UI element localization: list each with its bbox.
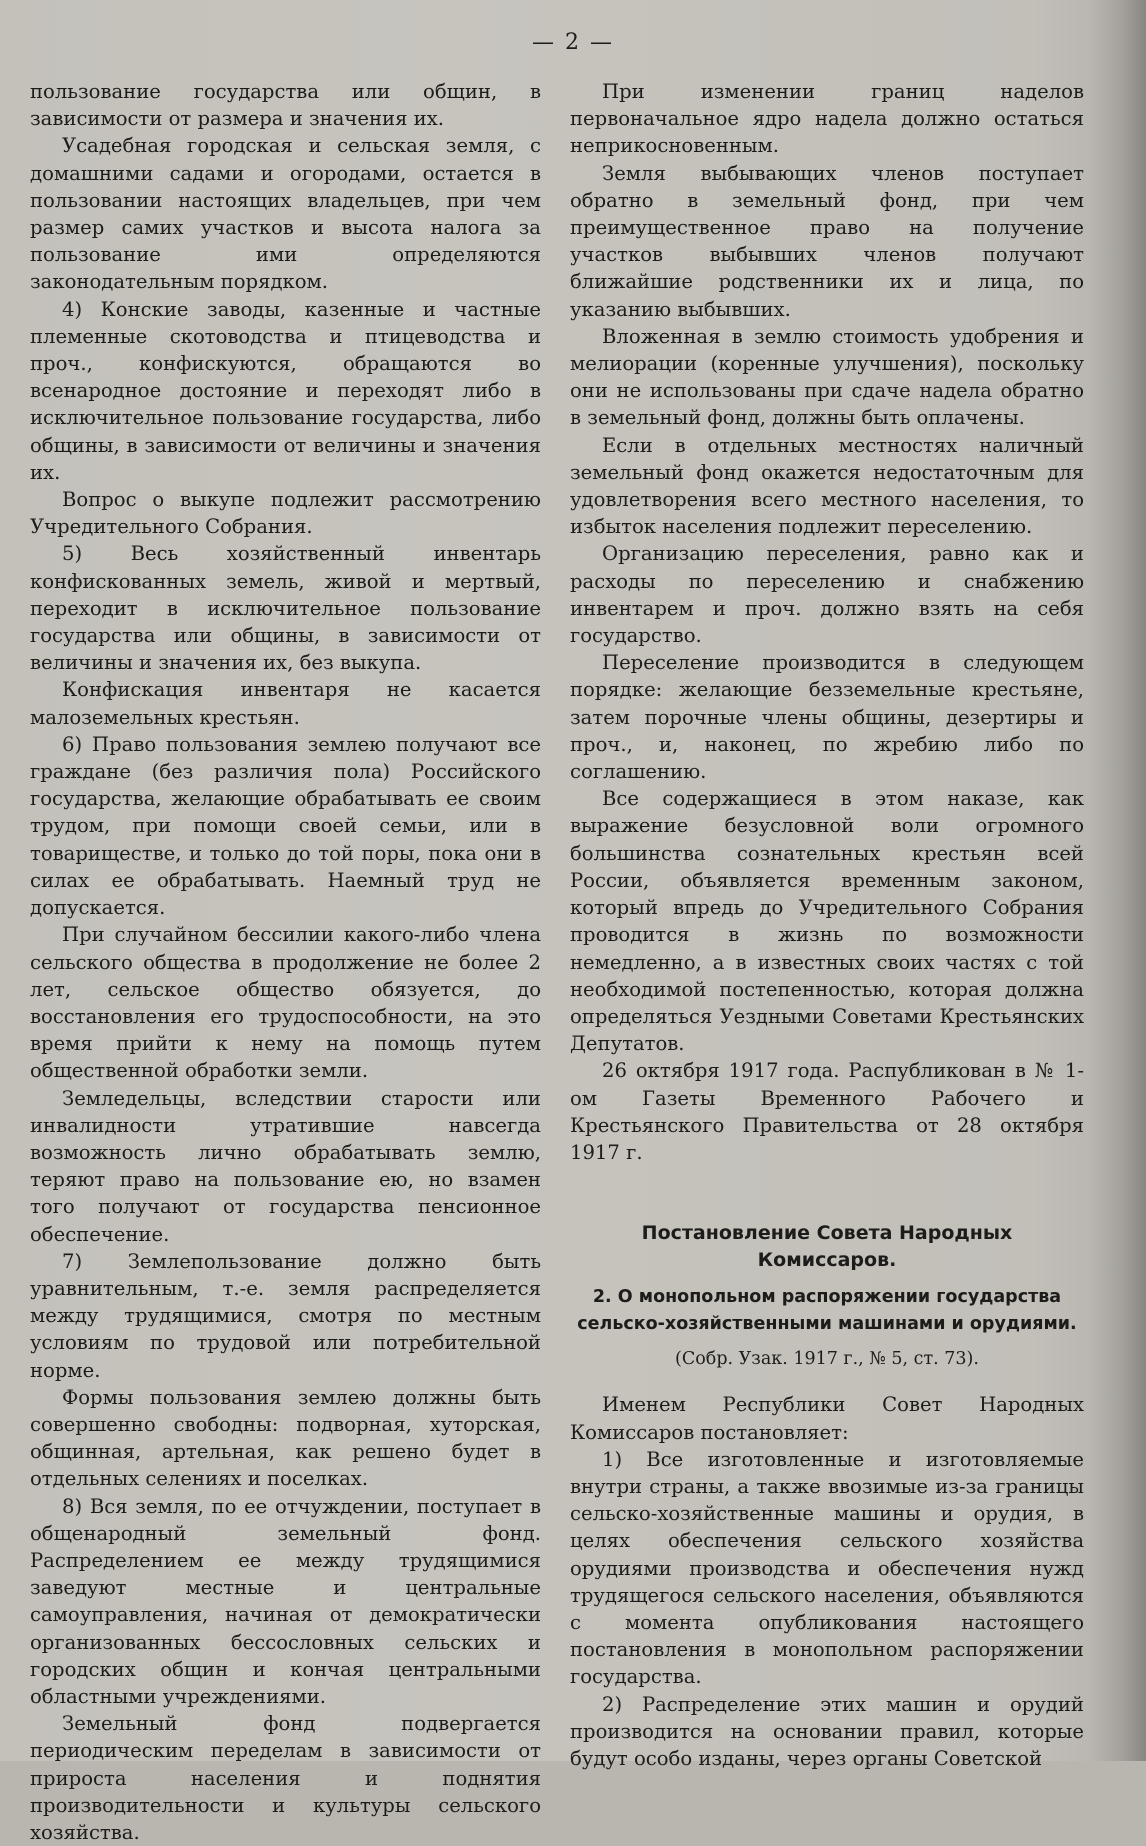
page-number: — 2 — [532,30,614,55]
paragraph: Все содержащиеся в этом наказе, как выражение безусловной воли огромного большинства сознательных крестьян всей России, объявляется временным законом, который впредь до Учредительного Собрания проводится в жизнь по возможности немедленно, а в известных своих частях с той необходимой постепенностью, которая должна определяться Уездными Советами Крестьянских Депутатов. [570,787,1084,1056]
paragraph: 4) Конские заводы, казенные и частные племенные скотоводства и птицеводства и проч., конфискуются, обращаются во всенародное достояние и переходят либо в исключительное пользование государства, либо общины, в зависимости от величины и значения их. [30,297,541,484]
decree-title: Постановление Совета Народных Комиссаров. [641,1222,1013,1272]
publication-note: 26 октября 1917 года. Распубликован в № 1-ом Газеты Временного Рабочего и Крестьянского Правительства от 28 октября 1917 г. [570,1059,1084,1164]
paragraph: Земля выбывающих членов поступает обратно в земельный фонд, при чем преимущественное право на получение участков выбывших членов получают ближайшие родственники их и лица, по указанию выбывших. [570,161,1084,321]
paragraph: Усадебная городская и сельская земля, с домашними садами и огородами, остается в пользовании настоящих владельцев, при чем размер самих участков и высота налога за пользование ими определяются законодательным порядком. [30,134,541,294]
decree-subtitle: 2. О монопольном распоряжении государства сельско-хозяйственными машинами и орудиями. [577,1287,1077,1335]
paragraph: При случайном бессилии какого-либо члена сельского общества в продолжение не более 2 лет, сельское общество обязуется, до восстановления его трудоспособности, на это время прийти к нему на помощь путем общественной обработки земли. [30,923,541,1083]
paragraph: Вопрос о выкупе подлежит рассмотрению Учредительного Собрания. [30,488,541,539]
decree-source: (Собр. Узак. 1917 г., № 5, ст. 73). [675,1349,979,1370]
paragraph: 1) Все изготовленные и изготовляемые внутри страны, а также ввозимые из-за границы сельско-хозяйственные машины и орудия, в целях обеспечения сельского хозяйства орудиями производства и обеспечения нужд трудящегося сельского населения, объявляются с момента опубликования настоящего постановления в монопольном распоряжении государства. [570,1447,1084,1689]
paragraph: Организацию переселения, равно как и расходы по переселению и снабжению инвентарем и проч. должно взять на себя государство. [570,542,1084,648]
left-column [30,78,541,1846]
paragraph: Земледельцы, вследствии старости или инвалидности утратившие навсегда возможность лично обрабатывать землю, теряют право на пользование ею, но взамен того получают от государства пенсионное обеспечение. [30,1086,541,1246]
paragraph: Если в отдельных местностях наличный земельный фонд окажется недостаточным для удовлетворения всего местного населения, то избыток населения подлежит переселению. [570,433,1084,539]
right-column [570,78,1084,1772]
paragraph: пользование государства или общин, в зависимости от размера и значения их. [30,80,541,131]
paragraph: 7) Землепользование должно быть уравнительным, т.-е. земля распределяется между трудящимися, смотря по местным условиям по трудовой или потребительной норме. [30,1249,541,1382]
paragraph: 2) Распределение этих машин и орудий производится на основании правил, которые будут особо изданы, через органы Советской [570,1692,1084,1770]
paragraph: Переселение производится в следующем порядке: желающие безземельные крестьяне, затем порочные члены общины, дезертиры и проч., и, наконец, по жребию либо по соглашению. [570,651,1084,784]
paragraph: Вложенная в землю стоимость удобрения и мелиорации (коренные улучшения), поскольку они не использованы при сдаче надела обратно в земельный фонд, должны быть оплачены. [570,324,1084,430]
paragraph: 8) Вся земля, по ее отчуждении, поступает в общенародный земельный фонд. Распределением ее между трудящимися заведуют местные и центральные самоуправления, начиная от демократически организованных бессословных сельских и городских общин и кончая центральными областными учреждениями. [30,1494,541,1708]
paragraph: Земельный фонд подвергается периодическим переделам в зависимости от прироста населения и поднятия производительности и культуры сельского хозяйства. [30,1712,541,1844]
paragraph: Конфискация инвентаря не касается малоземельных крестьян. [30,678,541,729]
paragraph: Именем Республики Совет Народных Комиссаров постановляет: [570,1393,1084,1444]
paragraph: 5) Весь хозяйственный инвентарь конфискованных земель, живой и мертвый, переходит в исключительное пользование государства или общины, в зависимости от величины и значения их, без выкупа. [30,542,541,675]
paragraph: 6) Право пользования землею получают все граждане (без различия пола) Российского государства, желающие обрабатывать ее своим трудом, при помощи своей семьи, или в товариществе, и только до той поры, пока они в силах ее обрабатывать. Наемный труд не допускается. [30,732,541,920]
page-edge-shadow [1088,0,1146,1761]
paragraph: При изменении границ наделов первоначальное ядро надела должно остаться неприкосновенным. [570,80,1084,158]
paragraph: Формы пользования землею должны быть совершенно свободны: подворная, хуторская, общинная, артельная, как решено будет в отдельных селениях и поселках. [30,1385,541,1491]
